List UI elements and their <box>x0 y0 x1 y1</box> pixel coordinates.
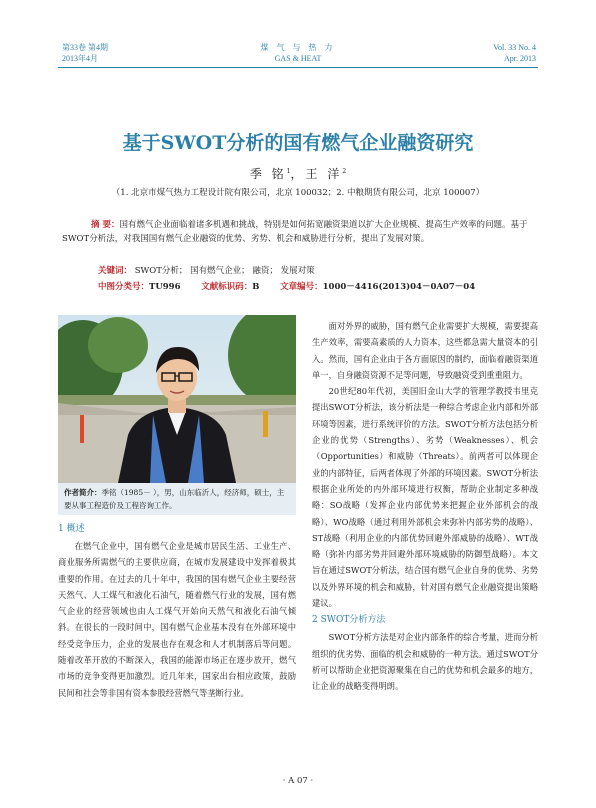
issue-date-en: Apr. 2013 <box>504 54 536 63</box>
author-portrait-icon <box>58 315 296 483</box>
keyword-item: 融资； <box>252 266 278 276</box>
keyword-item: 国有燃气企业； <box>190 266 250 276</box>
right-column <box>312 318 538 695</box>
clc-value: TU996 <box>149 282 181 292</box>
author-bio <box>58 483 296 515</box>
body-paragraph: 20世纪80年代初，美国旧金山大学的管理学教授韦里克提出SWOT分析法，该分析法是一种综合考虑企业内部和外部环境等因素，进行系统评价的方法。SWOT分析方法包括分析企业的优势（Strengths）、劣势（Weaknesses）、机会（Opportunities）和威胁（Threats）。前两者可以体现企业的内部特征，后两者体现了外部的环境因素。SWOT分析法根据企业所处的内外部环境进行权衡，帮助企业制定多种战略：SO战略（发挥企业内部优势来把握企业外部机会的战略）、WO战略（通过利用外部机会来弥补内部劣势的战略）、ST战略（利用企业的内部优势回避外部威胁的战略）、WT战略（弥补内部劣势并回避外部环境威胁的防御型战略）。本文旨在通过SWOT分析法，结合国有燃气企业自身的优势、劣势以及外界环境的机会和威胁，针对国有燃气企业融资提出策略建议。 <box>312 386 538 609</box>
author-1-affil: 1 <box>286 168 291 175</box>
classification-line <box>98 280 493 292</box>
abstract-text: 国有燃气企业面临着诸多机遇和挑战，特别是如何拓宽融资渠道以扩大企业规模、提高生产效率的问题。基于SWOT分析法，对我国国有燃气企业融资的优势、劣势、机会和威胁进行分析，提出了发展对策。 <box>62 220 528 244</box>
body-paragraph: 在燃气企业中，国有燃气企业是城市居民生活、工业生产、商业服务所需燃气的主要供应商，在城市发展建设中发挥着极其重要的作用。在过去的几十年中，我国的国有燃气企业主要经营天然气、人工煤气和液化石油气，随着燃气行业的发展，国有燃气企业的经营领域也由人工煤气开始向天然气和液化石油气倾斜。在很长的一段时间中，国有燃气企业基本没有在外部环境中经受竞争压力，企业的发展也存在观念和人才机制落后等问题。随着改革开放的不断深入，我国的能源市场正在逐步放开，燃气市场的竞争变得更加激烈。近几年来，国家出台相应政策，鼓励民间和社会等非国有资本参股经营燃气等垄断行业。 <box>58 541 296 698</box>
section-heading: 1 概述 <box>58 524 85 534</box>
clc-label: 中图分类号： <box>98 282 150 292</box>
volume-issue: 第33卷 第4期 <box>62 43 108 52</box>
affiliations: （1. 北京市煤气热力工程设计院有限公司，北京 100032；2. 中粮期货有限公司，北京 100007） <box>111 188 485 198</box>
journal-name-cn: 煤 气 与 热 力 <box>260 43 336 52</box>
keyword-item: SWOT分析； <box>134 266 188 276</box>
author-1: 季 铭 <box>249 167 287 181</box>
page-number: · A 07 · <box>282 776 314 786</box>
article-no-label: 文章编号： <box>280 282 323 292</box>
body-paragraph: 面对外界的威胁，国有燃气企业需要扩大规模，需要提高生产效率，需要高素质的人力资本，这些都急需大量资本的引入。然而，国有企业由于各方面原因的制约，面临着融资渠道单一，自身融资资源不足等问题，导致融资受到重重阻力。 <box>312 321 538 380</box>
keywords-label: 关键词： <box>98 266 133 276</box>
volume-issue-en: Vol. 33 No. 4 <box>493 43 536 52</box>
body-paragraph: SWOT分析方法是对企业内部条件的综合考量，进而分析组织的优劣势、面临的机会和威胁的一种方法。通过SWOT分析可以帮助企业把资源聚集在自己的优势和机会最多的地方，让企业的战略变得明朗。 <box>312 632 538 692</box>
abstract <box>62 218 536 246</box>
author-bio-label: 作者简介： <box>64 488 102 497</box>
article-title: 基于SWOT分析的国有燃气企业融资研究 <box>122 132 474 154</box>
left-column <box>58 520 296 701</box>
author-2-affil: 2 <box>342 168 347 175</box>
author-line <box>0 165 596 182</box>
doc-code-label: 文献标识码： <box>201 282 253 292</box>
author-portrait <box>58 315 296 483</box>
author-separator: ， <box>290 167 306 181</box>
keywords <box>98 264 315 276</box>
issue-date: 2013年4月 <box>62 54 98 63</box>
article-no-value: 1000－4416(2013)04－0A07－04 <box>322 282 476 292</box>
section-heading: 2 SWOT分析方法 <box>312 615 386 626</box>
keyword-item: 发展对策 <box>280 266 315 276</box>
author-bio-text: 季铭（1985－ ），男，山东临沂人，经济师，硕士，主要从事工程造价及工程咨询工作。 <box>64 488 285 510</box>
journal-volume-info-en <box>493 42 536 64</box>
abstract-label: 摘 要： <box>91 220 120 230</box>
doc-code-value: B <box>252 282 260 292</box>
header-divider <box>58 67 538 68</box>
author-2: 王 洋 <box>305 167 343 181</box>
journal-name-en: GAS & HEAT <box>274 54 322 63</box>
